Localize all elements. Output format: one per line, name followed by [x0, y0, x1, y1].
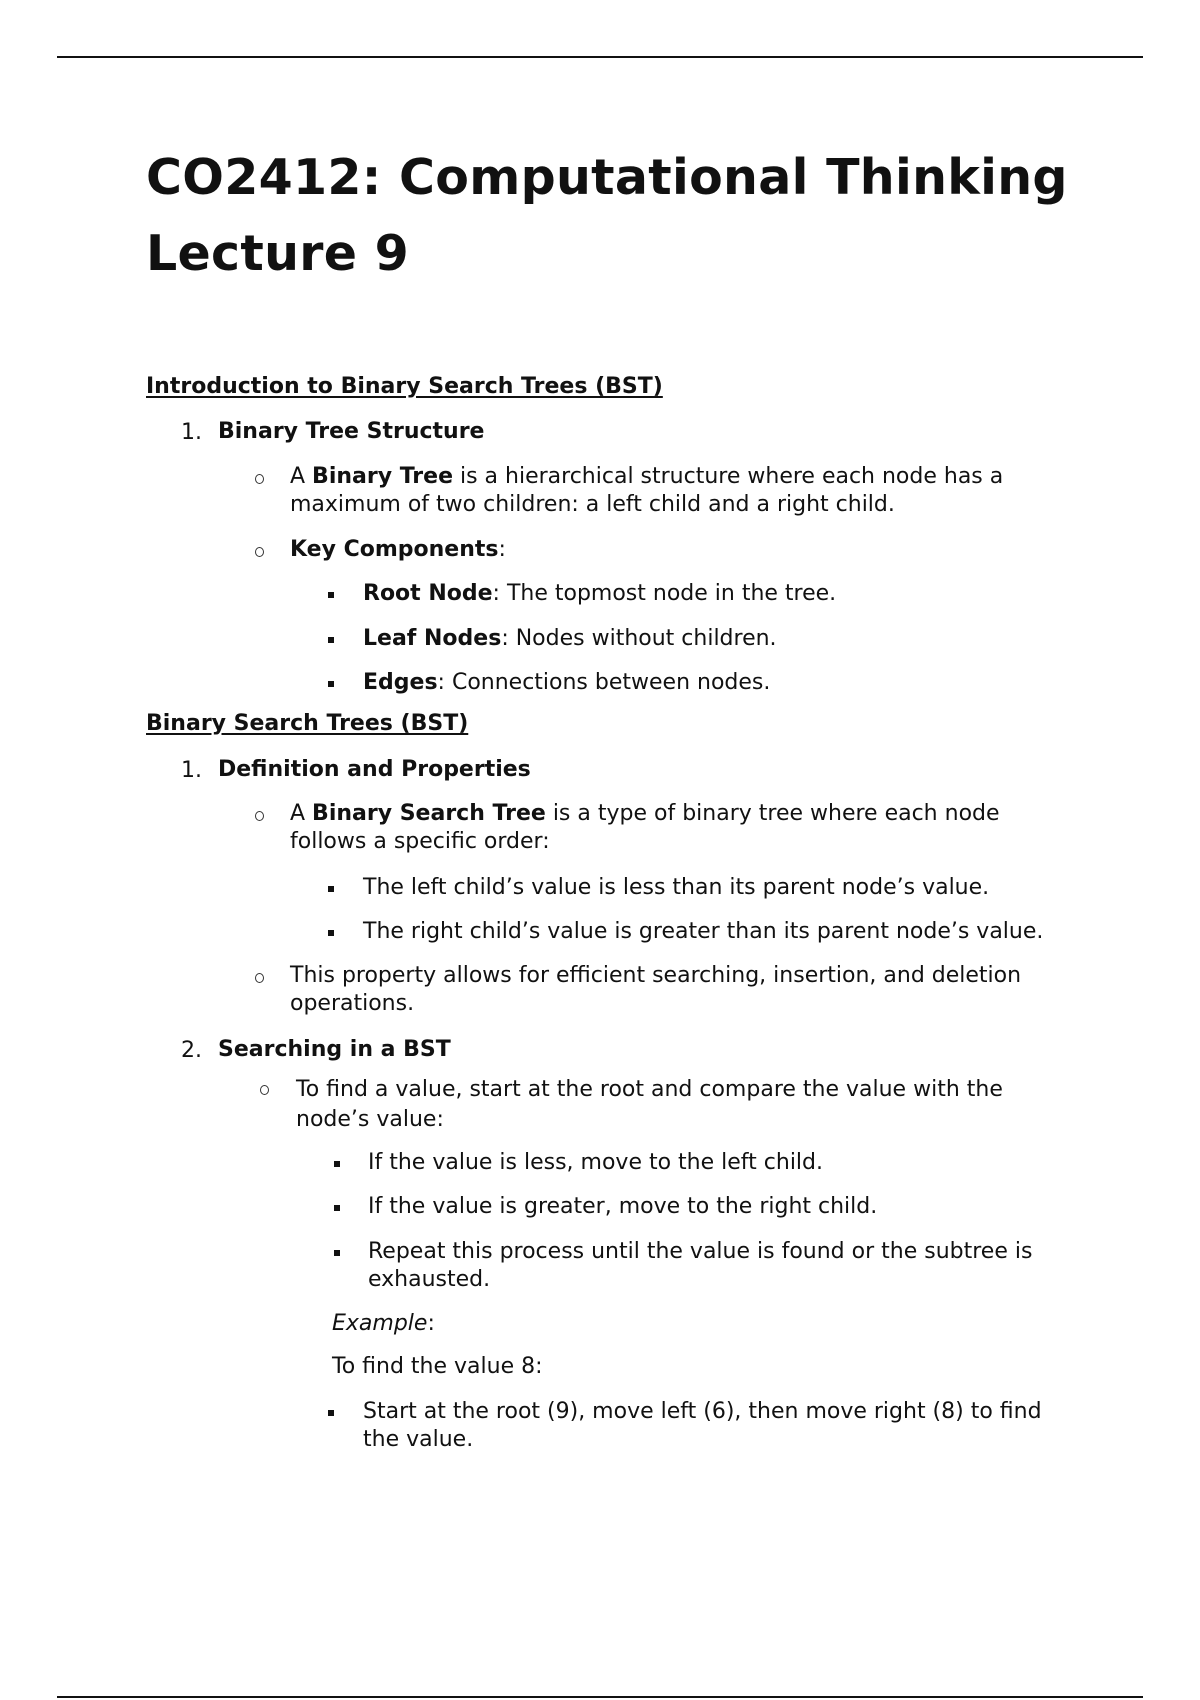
- list-item: [363, 580, 836, 608]
- circle-bullet-icon: [255, 474, 264, 484]
- paragraph-line: maximum of two children: a left child and a right child.: [290, 492, 895, 517]
- paragraph-line: [290, 463, 1003, 491]
- list-item: Start at the root (9), move left (6), then move right (8) to find: [363, 1399, 1042, 1424]
- text-run: : Nodes without children.: [501, 626, 777, 651]
- paragraph-line: follows a specific order:: [290, 829, 550, 854]
- text-run: : Connections between nodes.: [437, 670, 771, 695]
- paragraph-line: [290, 800, 1000, 828]
- list-number: 1.: [181, 420, 202, 445]
- square-bullet-icon: [328, 1410, 334, 1416]
- paragraph-line: exhausted.: [368, 1267, 491, 1292]
- text-run: is a type of binary tree where each node: [545, 801, 1000, 826]
- circle-bullet-icon: [260, 1085, 269, 1095]
- example-label: [332, 1310, 435, 1338]
- title-line-2: Lecture 9: [146, 225, 410, 282]
- bold-term: Key Components: [290, 537, 499, 562]
- bold-term: Edges: [363, 670, 438, 695]
- square-bullet-icon: [328, 637, 334, 643]
- square-bullet-icon: [334, 1250, 340, 1256]
- circle-bullet-icon: [255, 973, 264, 983]
- square-bullet-icon: [328, 681, 334, 687]
- square-bullet-icon: [328, 592, 334, 598]
- bold-term: Binary Search Tree: [312, 801, 546, 826]
- circle-bullet-icon: [255, 547, 264, 557]
- text-run: :: [498, 537, 506, 562]
- list-item: If the value is less, move to the left child.: [368, 1150, 823, 1175]
- paragraph-line: operations.: [290, 991, 415, 1016]
- list-item: The left child’s value is less than its parent node’s value.: [363, 875, 990, 900]
- list-item: [363, 625, 777, 653]
- section-heading-bst: Binary Search Trees (BST): [146, 711, 469, 736]
- square-bullet-icon: [334, 1205, 340, 1211]
- bold-term: Root Node: [363, 581, 493, 606]
- list-item-title: Searching in a BST: [218, 1037, 451, 1062]
- top-rule: [57, 56, 1143, 58]
- list-number: 1.: [181, 758, 202, 783]
- document-title: [146, 140, 1068, 292]
- list-item-title: Definition and Properties: [218, 757, 531, 782]
- square-bullet-icon: [328, 886, 334, 892]
- title-line-1: CO2412: Computational Thinking: [146, 149, 1068, 206]
- paragraph-line: the value.: [363, 1427, 474, 1452]
- text-run: is a hierarchical structure where each node has a: [453, 464, 1004, 489]
- square-bullet-icon: [334, 1161, 340, 1167]
- bold-term: Leaf Nodes: [363, 626, 502, 651]
- list-item: If the value is greater, move to the right child.: [368, 1194, 878, 1219]
- paragraph-line: To find a value, start at the root and compare the value with the: [296, 1077, 1003, 1102]
- circle-bullet-icon: [255, 811, 264, 821]
- list-item: Repeat this process until the value is found or the subtree is: [368, 1239, 1033, 1264]
- bottom-rule: [57, 1696, 1143, 1698]
- text-run: : The topmost node in the tree.: [492, 581, 837, 606]
- bold-term: Binary Tree: [312, 464, 453, 489]
- text-run: :: [427, 1311, 435, 1336]
- list-item-title: Binary Tree Structure: [218, 419, 485, 444]
- paragraph-line: This property allows for efficient searching, insertion, and deletion: [290, 963, 1022, 988]
- list-number: 2.: [181, 1038, 202, 1063]
- italic-label: Example: [332, 1311, 428, 1336]
- list-item: [363, 669, 770, 697]
- paragraph-line: node’s value:: [296, 1107, 444, 1132]
- paragraph-line: [290, 536, 506, 564]
- section-heading-intro: Introduction to Binary Search Trees (BST): [146, 374, 663, 399]
- list-item: The right child’s value is greater than its parent node’s value.: [363, 919, 1044, 944]
- text-run: A: [290, 464, 313, 489]
- text-run: A: [290, 801, 313, 826]
- square-bullet-icon: [328, 930, 334, 936]
- example-text: To find the value 8:: [332, 1354, 543, 1379]
